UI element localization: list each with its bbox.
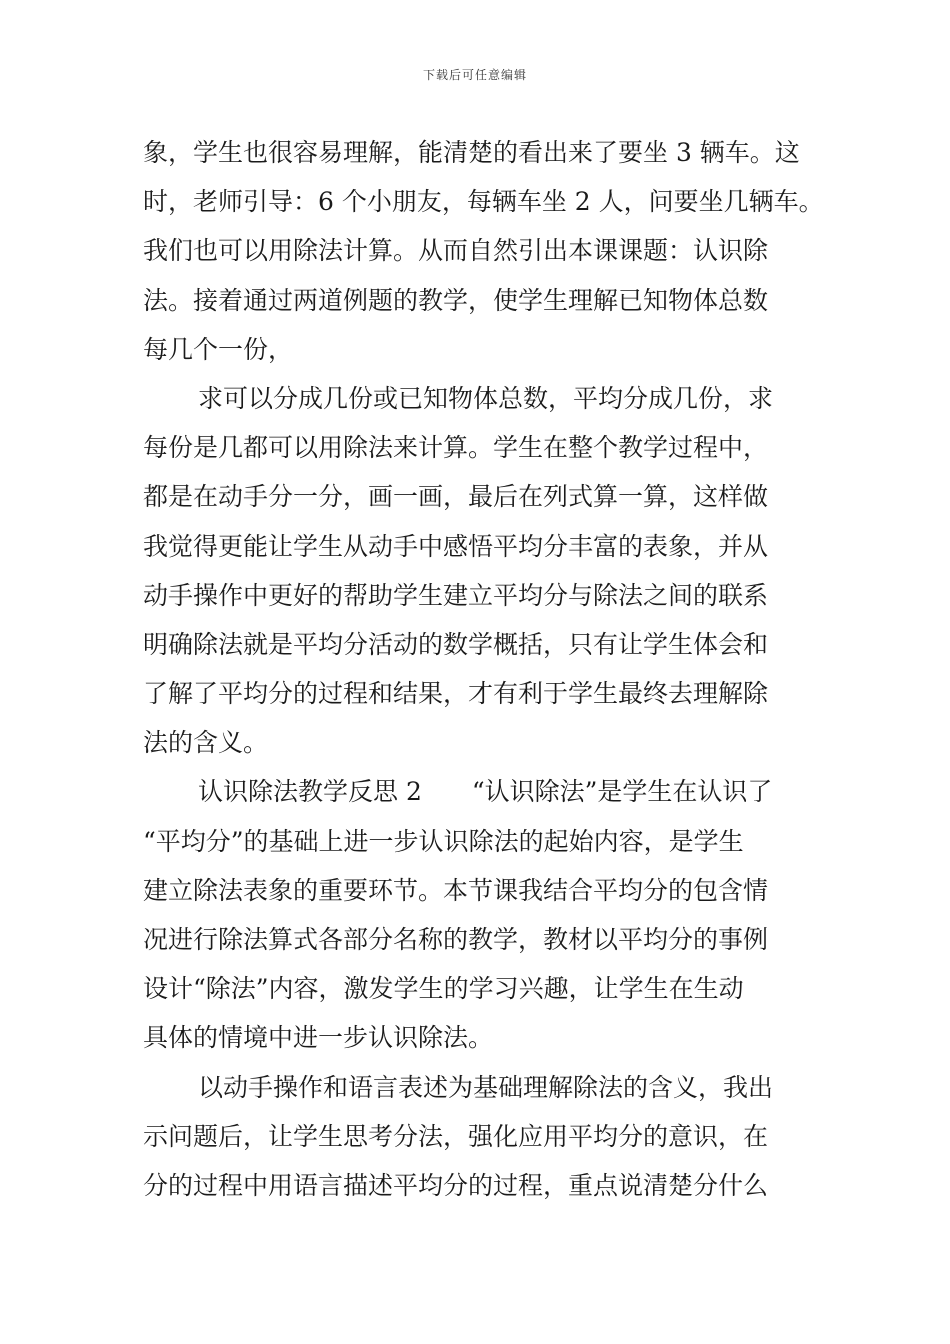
text-line: 动手操作中更好的帮助学生建立平均分与除法之间的联系 [143,580,769,610]
document-body [143,128,824,1210]
text-line: 法。接着通过两道例题的教学，使学生理解已知物体总数 [143,285,769,315]
text-line: 分的过程中用语言描述平均分的过程，重点说清楚分什么 [143,1170,769,1200]
text-line: “平均分”的基础上进一步认识除法的起始内容，是学生 [143,826,744,856]
text-line: 了解了平均分的过程和结果，才有利于学生最终去理解除 [143,679,769,709]
text-line: 具体的情境中进一步认识除法。 [143,1023,494,1053]
text-line: 我们也可以用除法计算。从而自然引出本课课题：认识除 [143,236,769,266]
text-line: 况进行除法算式各部分名称的教学，教材以平均分的事例 [143,925,769,954]
paragraph-start-line: 求可以分成几份或已知物体总数，平均分成几份，求 [198,383,774,413]
text-line: 设计“除法”内容，激发学生的学习兴趣，让学生在生动 [143,974,744,1004]
text-line: 法的含义。 [143,728,269,758]
text-line: 示问题后，让学生思考分法，强化应用平均分的意识，在 [143,1121,769,1151]
text-line: 都是在动手分一分，画一画，最后在列式算一算，这样做 [143,482,769,512]
text-line: 每份是几都可以用除法来计算。学生在整个教学过程中， [143,433,769,463]
text-line: 象，学生也很容易理解，能清楚的看出来了要坐 3 辆车。这 [143,138,800,167]
section-heading-line: 认识除法教学反思 2 “认识除法”是学生在认识了 [198,777,773,807]
text-line: 建立除法表象的重要环节。本节课我结合平均分的包含情 [143,875,769,905]
text-line: 时，老师引导：6 个小朋友，每辆车坐 2 人，问要坐几辆车。 [143,187,824,217]
page-header: 下载后可任意编辑 [422,68,527,82]
text-line: 我觉得更能让学生从动手中感悟平均分丰富的表象，并从 [143,531,769,561]
text-line: 明确除法就是平均分活动的数学概括，只有让学生体会和 [143,629,769,659]
text-line: 每几个一份， [143,334,294,364]
paragraph-start-line: 以动手操作和语言表述为基础理解除法的含义，我出 [198,1072,774,1102]
